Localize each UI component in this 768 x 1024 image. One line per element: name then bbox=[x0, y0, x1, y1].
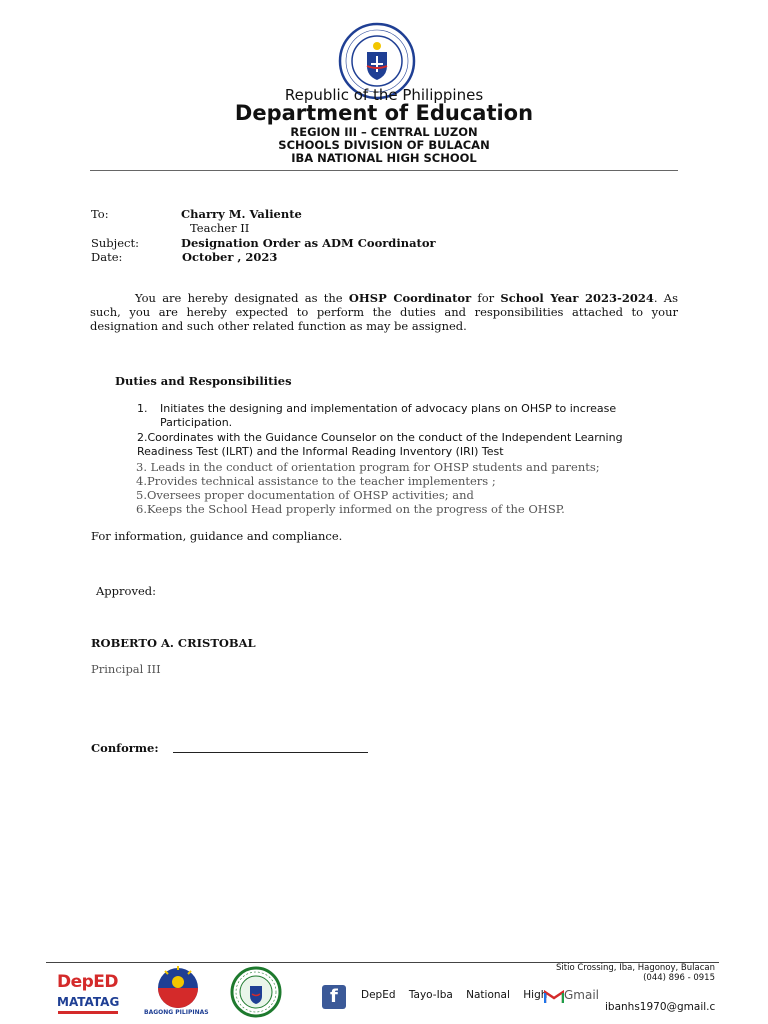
gmail-icon[interactable] bbox=[544, 989, 564, 1003]
principal-name: ROBERTO A. CRISTOBAL bbox=[91, 636, 256, 650]
paragraph-bold-schoolyear: School Year 2023-2024 bbox=[500, 291, 654, 305]
closing-line: For information, guidance and compliance. bbox=[91, 529, 343, 543]
school-seal-icon bbox=[230, 966, 282, 1018]
duty-1-line-1: Initiates the designing and implementation of advocacy plans on OHSP to increase bbox=[160, 402, 617, 415]
bagong-pilipinas-text: BAGONG PILIPINAS bbox=[144, 1009, 209, 1016]
duty-2-line-1: 2.Coordinates with the Guidance Counselor on the conduct of the Independent Learning bbox=[137, 431, 623, 444]
school-line: IBA NATIONAL HIGH SCHOOL bbox=[291, 151, 477, 165]
header-divider bbox=[90, 170, 678, 171]
to-label: To: bbox=[91, 207, 109, 221]
gmail-label: Gmail bbox=[564, 988, 600, 1002]
to-position: Teacher II bbox=[190, 221, 250, 235]
bagong-pilipinas-logo bbox=[144, 966, 209, 1018]
duty-6: 6.Keeps the School Head properly informed on the progress of the OHSP. bbox=[136, 502, 565, 516]
approved-label: Approved: bbox=[96, 584, 156, 598]
footer-email[interactable]: ibanhs1970@gmail.c bbox=[605, 1001, 716, 1013]
duties-heading: Duties and Responsibilities bbox=[115, 374, 292, 388]
matatag-underline bbox=[58, 1011, 118, 1014]
facebook-icon[interactable]: f bbox=[322, 985, 346, 1009]
paragraph-text-1: You are hereby designated as the bbox=[135, 291, 349, 305]
duty-1-number: 1. bbox=[137, 402, 148, 415]
conforme-label: Conforme: bbox=[91, 741, 159, 755]
paragraph-text-3: . As such, you are hereby expected to perform the duties and responsibilities attached to your designation and such other related function as may be assigned. bbox=[90, 291, 678, 333]
date-label: Date: bbox=[91, 250, 123, 264]
footer-address: Sitio Crossing, Iba, Hagonoy, Bulacan bbox=[556, 963, 715, 973]
principal-position: Principal III bbox=[91, 662, 161, 676]
fb-word-3: National bbox=[466, 989, 510, 1001]
bagong-pilipinas-icon bbox=[147, 966, 209, 1010]
gmail-envelope-icon bbox=[544, 990, 564, 1004]
department-title: Department of Education bbox=[234, 101, 534, 125]
subject-value: Designation Order as ADM Coordinator bbox=[181, 236, 436, 250]
duty-1-line-2: Participation. bbox=[160, 416, 233, 429]
school-seal bbox=[230, 966, 282, 1018]
footer-phone: (044) 896 - 0915 bbox=[643, 973, 715, 983]
designation-paragraph bbox=[90, 291, 678, 333]
facebook-page-name[interactable] bbox=[361, 989, 547, 1001]
matatag-logo-text: MATATAG bbox=[57, 995, 120, 1009]
to-name: Charry M. Valiente bbox=[181, 207, 302, 221]
republic-line: Republic of the Philippines bbox=[284, 86, 484, 104]
duty-4: 4.Provides technical assistance to the teacher implementers ; bbox=[136, 474, 496, 488]
division-line: SCHOOLS DIVISION OF BULACAN bbox=[278, 138, 490, 152]
date-value: October , 2023 bbox=[182, 250, 278, 264]
duty-3: 3. Leads in the conduct of orientation program for OHSP students and parents; bbox=[136, 460, 600, 474]
paragraph-bold-role: OHSP Coordinator bbox=[348, 291, 472, 305]
fb-word-2: Tayo-Iba bbox=[408, 989, 453, 1001]
conforme-signature-line[interactable] bbox=[173, 752, 368, 753]
deped-logo-text: DepED bbox=[57, 972, 119, 992]
subject-label: Subject: bbox=[91, 236, 139, 250]
deped-matatag-logo bbox=[55, 966, 123, 1018]
fb-word-4: High bbox=[523, 989, 548, 1001]
duty-5: 5.Oversees proper documentation of OHSP activities; and bbox=[136, 488, 474, 502]
region-line: REGION III – CENTRAL LUZON bbox=[290, 125, 478, 139]
duty-2-line-2: Readiness Test (ILRT) and the Informal Reading Inventory (IRI) Test bbox=[137, 445, 504, 458]
fb-word-1: DepEd bbox=[361, 989, 396, 1001]
paragraph-text-2: for bbox=[471, 291, 501, 305]
